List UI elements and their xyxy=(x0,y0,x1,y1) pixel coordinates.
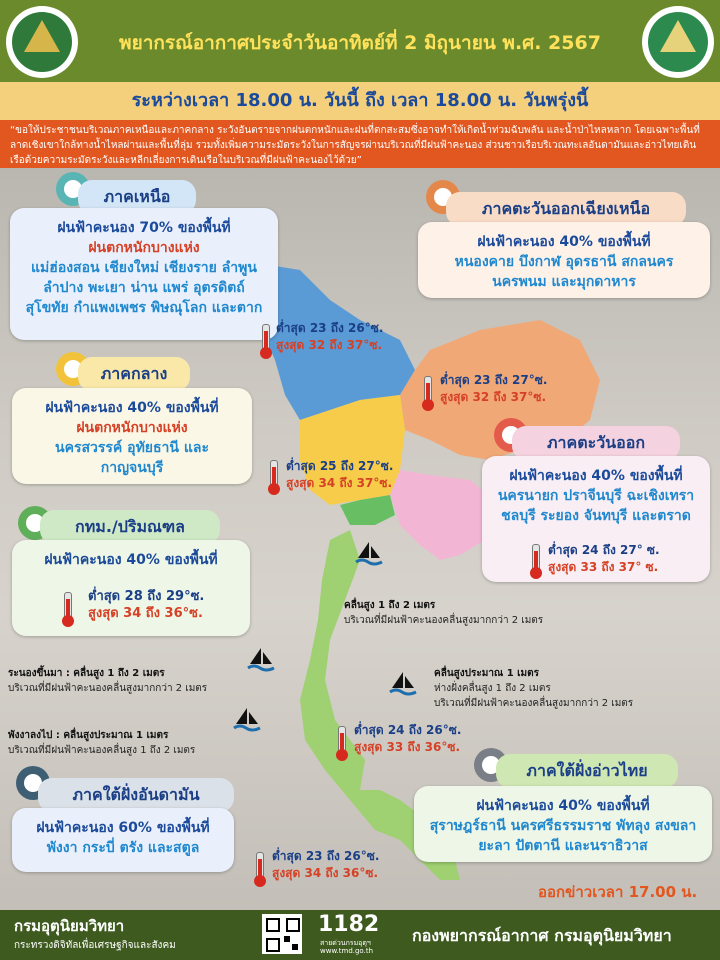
qr-code-icon xyxy=(262,914,302,954)
affected-provinces: นครสวรรค์ อุทัยธานี และกาญจนบุรี xyxy=(55,440,209,476)
footer-org: กรมอุตุนิยมวิทยา xyxy=(14,917,125,935)
rain-chance: ฝนฟ้าคะนอง 40% ของพื้นที่ xyxy=(509,468,683,484)
affected-provinces: พังงา กระบี่ ตรัง และสตูล xyxy=(46,840,200,856)
heavy-rain-note: ฝนตกหนักบางแห่ง xyxy=(88,240,200,256)
temperature-south-andaman: ต่ำสุด 23 ถึง 26°ซ. สูงสุด 34 ถึง 36°ซ. xyxy=(272,849,380,880)
thermometer-icon xyxy=(64,592,72,622)
temperature-bangkok: ต่ำสุด 28 ถึง 29°ซ. สูงสุด 34 ถึง 36°ซ. xyxy=(88,589,205,621)
sailboat-icon xyxy=(388,670,418,698)
sailboat-icon xyxy=(354,540,384,568)
page-title: พยากรณ์อากาศประจำวันอาทิตย์ที่ 2 มิถุนายน พ.ศ. 2567 xyxy=(119,32,601,54)
affected-provinces: สุราษฎร์ธานี นครศรีธรรมราช พัทลุง สงขลา ยะลา ปัตตานี และนราธิวาส xyxy=(429,818,697,854)
heavy-rain-note: ฝนตกหนักบางแห่ง xyxy=(76,420,188,436)
wave-info-phangnga: พังงาลงไป : คลื่นสูงประมาณ 1 เมตร บริเวณที่มีฝนฟ้าคะนองคลื่นสูง 1 ถึง 2 เมตร xyxy=(8,730,196,756)
rain-chance: ฝนฟ้าคะนอง 40% ของพื้นที่ xyxy=(476,798,650,814)
thermometer-icon xyxy=(424,376,432,406)
warning-banner: “ขอให้ประชาชนบริเวณภาคเหนือและภาคกลาง ระวังอันตรายจากฝนตกหนักและฝนที่ตกสะสมซึ่งอาจทำให้เกิดน้ำท่วมฉับพลัน และน้ำป่าไหลหลาก โดยเฉพาะพื้นที่ลาดเชิงเขาใกล้ทางน้ำไหลผ่านและพื้นที่ลุ่ม รวมทั้งเพิ่มความระมัดระวังในการสัญจรผ่านบริเวณที่มีฝนฟ้าคะนอง ส่วนชาวเรือบริเวณทะเลอันดามันและอ่าวไทยเดินเรือด้วยความระมัดระวังและหลีกเลี่ยงการเดินเรือในบริเวณที่มีฝนฟ้าคะนองไว้ด้วย” xyxy=(0,120,720,168)
region-label-east: ภาคตะวันออก xyxy=(512,426,680,460)
temperature-south-gulf: ต่ำสุด 24 ถึง 26°ซ. สูงสุด 33 ถึง 36°ซ. xyxy=(354,723,462,754)
thermometer-icon xyxy=(338,726,346,756)
affected-provinces: หนองคาย บึงกาฬ อุดรธานี สกลนคร นครพนม และมุกดาหาร xyxy=(454,254,674,290)
sailboat-icon xyxy=(232,706,262,734)
thermometer-icon xyxy=(256,852,264,882)
thermometer-icon xyxy=(262,324,270,354)
affected-provinces: แม่ฮ่องสอน เชียงใหม่ เชียงราย ลำพูน ลำปาง พะเยา น่าน แพร่ อุตรดิตถ์ สุโขทัย กำแพงเพชร พิษณุโลก และตาก xyxy=(25,260,263,316)
wave-info-ranong: ระนองขึ้นมา : คลื่นสูง 1 ถึง 2 เมตร บริเวณที่มีฝนฟ้าคะนองคลื่นสูงมากกว่า 2 เมตร xyxy=(8,668,208,694)
temperature-northeast: ต่ำสุด 23 ถึง 27°ซ. สูงสุด 32 ถึง 37°ซ. xyxy=(440,373,548,404)
forecast-card-central xyxy=(12,388,252,484)
website-link[interactable]: www.tmd.go.th xyxy=(320,947,373,955)
footer-bar xyxy=(0,910,720,960)
sailboat-icon xyxy=(246,646,276,674)
forecast-card-south-gulf xyxy=(414,786,712,862)
region-label-north: ภาคเหนือ xyxy=(78,180,196,214)
region-label-south-gulf: ภาคใต้ฝั่งอ่าวไทย xyxy=(496,754,678,788)
forecast-card-south-andaman xyxy=(12,808,234,872)
region-label-bangkok: กทม./ปริมณฑล xyxy=(40,510,220,544)
issued-time: ออกข่าวเวลา 17.00 น. xyxy=(538,883,698,901)
rain-chance: ฝนฟ้าคะนอง 40% ของพื้นที่ xyxy=(44,552,218,568)
region-label-south-andaman: ภาคใต้ฝั่งอันดามัน xyxy=(38,778,234,812)
footer-ministry: กระทรวงดิจิทัลเพื่อเศรษฐกิจและสังคม xyxy=(14,940,176,951)
hotline-label: สายด่วนกรมอุตุฯ xyxy=(320,939,371,947)
rain-chance: ฝนฟ้าคะนอง 70% ของพื้นที่ xyxy=(57,220,231,236)
temperature-central: ต่ำสุด 25 ถึง 27°ซ. สูงสุด 34 ถึง 37°ซ. xyxy=(286,459,394,490)
rain-chance: ฝนฟ้าคะนอง 60% ของพื้นที่ xyxy=(36,820,210,836)
hotline-number: 1182 xyxy=(318,912,380,937)
thermometer-icon xyxy=(270,460,278,490)
forecast-card-north xyxy=(10,208,278,340)
footer-division: กองพยากรณ์อากาศ กรมอุตุนิยมวิทยา xyxy=(412,926,672,945)
region-label-central: ภาคกลาง xyxy=(78,357,190,391)
thermometer-icon xyxy=(532,544,540,574)
rain-chance: ฝนฟ้าคะนอง 40% ของพื้นที่ xyxy=(477,234,651,250)
wave-info-lower-gulf: คลื่นสูงประมาณ 1 เมตร ห่างฝั่งคลื่นสูง 1 ถึง 2 เมตร บริเวณที่มีฝนฟ้าคะนองคลื่นสูงมากกว่า 2 เมตร xyxy=(434,668,634,709)
wave-info-upper-gulf: คลื่นสูง 1 ถึง 2 เมตร บริเวณที่มีฝนฟ้าคะนองคลื่นสูงมากกว่า 2 เมตร xyxy=(344,600,544,626)
forecast-card-northeast xyxy=(418,222,710,298)
temperature-north: ต่ำสุด 23 ถึง 26°ซ. สูงสุด 32 ถึง 37°ซ. xyxy=(276,321,384,352)
rain-chance: ฝนฟ้าคะนอง 40% ของพื้นที่ xyxy=(45,400,219,416)
affected-provinces: นครนายก ปราจีนบุรี ฉะเชิงเทรา ชลบุรี ระยอง จันทบุรี และตราด xyxy=(497,488,695,524)
forecast-period: ระหว่างเวลา 18.00 น. วันนี้ ถึง เวลา 18.00 น. วันพรุ่งนี้ xyxy=(0,82,720,120)
temperature-east: ต่ำสุด 24 ถึง 27° ซ. สูงสุด 33 ถึง 37° ซ. xyxy=(548,543,660,574)
region-label-northeast: ภาคตะวันออกเฉียงเหนือ xyxy=(446,192,686,226)
